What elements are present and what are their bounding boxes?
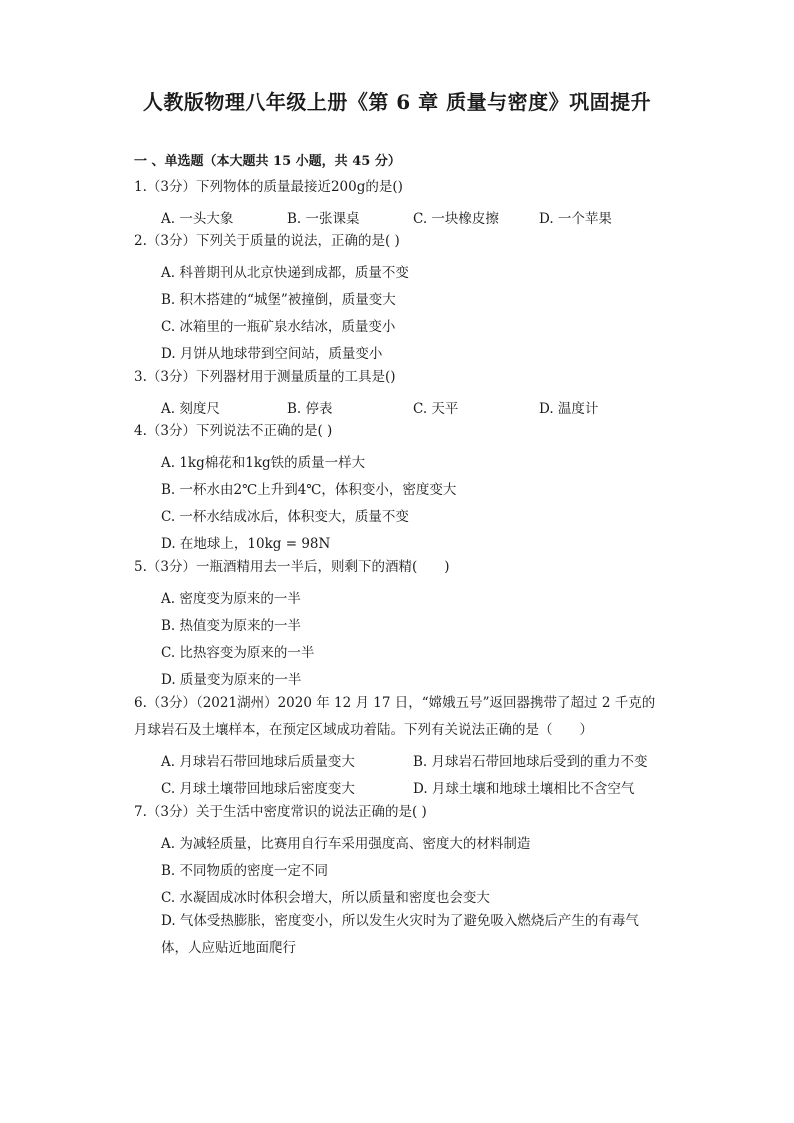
section-detail: （本大题共 15 小题，共 45 分） <box>203 154 401 169</box>
question-5-option-a: A. 密度变为原来的一半 <box>161 591 301 607</box>
question-3-option-c: C. 天平 <box>413 401 459 417</box>
question-6-option-d: D. 月球土壤和地球土壤相比不含空气 <box>413 781 635 797</box>
section-label: 一 、单选题 <box>134 154 204 169</box>
question-7-option-d: D. 气体受热膨胀，密度变小，所以发生火灾时为了避免吸入燃烧后产生的有毒气体，人应贴近地面爬行 <box>161 913 639 956</box>
question-7-option-c: C. 水凝固成冰时体积会增大，所以质量和密度也会变大 <box>161 890 490 906</box>
question-2-option-c: C. 冰箱里的一瓶矿泉水结冰，质量变小 <box>161 319 396 335</box>
question-5-option-d: D. 质量变为原来的一半 <box>161 672 302 688</box>
question-6-option-a: A. 月球岩石带回地球后质量变大 <box>161 754 355 770</box>
question-7-option-a: A. 为减轻质量，比赛用自行车采用强度高、密度大的材料制造 <box>161 836 531 852</box>
section-heading <box>134 150 401 169</box>
question-5-option-c: C. 比热容变为原来的一半 <box>161 645 315 661</box>
question-1-option-b: B. 一张课桌 <box>287 211 360 227</box>
question-1-stem: 1.（3分）下列物体的质量最接近200g的是() <box>134 179 403 195</box>
question-1-option-d: D. 一个苹果 <box>539 211 612 227</box>
question-4-option-b: B. 一杯水由2℃上升到4℃，体积变小，密度变大 <box>161 482 457 498</box>
question-4-option-c: C. 一杯水结成冰后，体积变大，质量不变 <box>161 509 409 525</box>
question-6-stem: 6.（3分）（2021湖州）2020 年 12 月 17 日，“嫦娥五号”返回器携带了超过 2 千克的月球岩石及土壤样本，在预定区域成功着陆。下列有关说法正确的是（ ） <box>134 695 656 738</box>
question-6-option-b: B. 月球岩石带回地球后受到的重力不变 <box>413 754 648 770</box>
question-3-option-a: A. 刻度尺 <box>161 401 220 417</box>
question-3-option-d: D. 温度计 <box>539 401 599 417</box>
question-2-option-d: D. 月饼从地球带到空间站，质量变小 <box>161 346 383 362</box>
question-3-option-b: B. 停表 <box>287 401 333 417</box>
question-7-option-b: B. 不同物质的密度一定不同 <box>161 863 329 879</box>
question-4-option-a: A. 1kg棉花和1kg铁的质量一样大 <box>161 455 366 471</box>
question-5-stem: 5.（3分）一瓶酒精用去一半后，则剩下的酒精( ) <box>134 559 450 575</box>
question-5-option-b: B. 热值变为原来的一半 <box>161 618 302 634</box>
question-4-stem: 4.（3分）下列说法不正确的是( ) <box>134 423 333 439</box>
question-1-option-a: A. 一头大象 <box>161 211 234 227</box>
question-2-option-b: B. 积木搭建的“城堡”被撞倒，质量变大 <box>161 292 396 308</box>
question-2-stem: 2.（3分）下列关于质量的说法，正确的是( ) <box>134 233 400 249</box>
page-title: 人教版物理八年级上册《第 6 章 质量与密度》巩固提升 <box>142 90 652 114</box>
question-2-option-a: A. 科普期刊从北京快递到成都，质量不变 <box>161 265 409 281</box>
question-3-stem: 3.（3分）下列器材用于测量质量的工具是() <box>134 369 396 385</box>
question-4-option-d: D. 在地球上，10kg = 98N <box>161 536 331 552</box>
question-1-option-c: C. 一块橡皮擦 <box>413 211 499 227</box>
question-6-option-c: C. 月球土壤带回地球后密度变大 <box>161 781 355 797</box>
question-7-stem: 7.（3分）关于生活中密度常识的说法正确的是( ) <box>134 804 427 820</box>
